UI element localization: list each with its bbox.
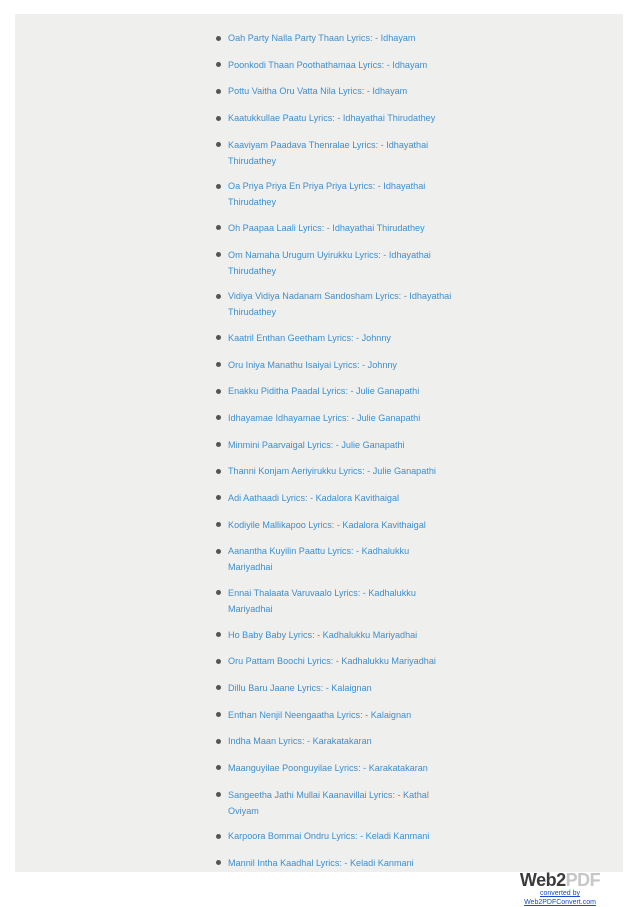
song-link[interactable]: Kaatril Enthan Geetham Lyrics: - Johnny: [228, 332, 391, 343]
song-link[interactable]: Maanguyilae Poonguyilae Lyrics: - Karakatakaran: [228, 762, 428, 773]
bullet-icon: [216, 495, 221, 500]
list-item: [216, 733, 456, 749]
bullet-icon: [216, 834, 221, 839]
list-item: [216, 288, 456, 320]
list-item: [216, 30, 456, 46]
list-item: [216, 137, 456, 169]
song-link[interactable]: Oru Pattam Boochi Lyrics: - Kadhalukku Mariyadhai: [228, 656, 436, 667]
web2pdf-logo: [506, 871, 614, 889]
bullet-icon: [216, 294, 221, 299]
list-item: [216, 357, 456, 373]
list-item: [216, 410, 456, 426]
song-link[interactable]: Poonkodi Thaan Poothathamaa Lyrics: - Idhayam: [228, 59, 428, 70]
logo-main-text: Web2: [519, 870, 566, 890]
song-link[interactable]: Enthan Nenjil Neengaatha Lyrics: - Kalaignan: [228, 709, 412, 720]
song-link[interactable]: Oah Party Nalla Party Thaan Lyrics: - Idhayam: [228, 33, 416, 43]
bullet-icon: [216, 252, 221, 257]
page-content: [15, 14, 623, 872]
bullet-icon: [216, 335, 221, 340]
song-link[interactable]: Karpoora Bommai Ondru Lyrics: - Keladi Kanmani: [228, 831, 430, 842]
bullet-icon: [216, 184, 221, 189]
bullet-icon: [216, 362, 221, 367]
list-item: [216, 83, 456, 99]
song-link[interactable]: Thanni Konjam Aeriyirukku Lyrics: - Julie Ganapathi: [228, 466, 436, 477]
bullet-icon: [216, 860, 221, 865]
song-link[interactable]: Vidiya Vidiya Nadanam Sandosham Lyrics: - Idhayathai Thirudathey: [228, 291, 452, 318]
bullet-icon: [216, 225, 221, 230]
bullet-icon: [216, 659, 221, 664]
bullet-icon: [216, 712, 221, 717]
song-link[interactable]: Ho Baby Baby Lyrics: - Kadhalukku Mariyadhai: [228, 629, 418, 640]
bullet-icon: [216, 116, 221, 121]
song-link[interactable]: Oru Iniya Manathu Isaiyai Lyrics: - Johnny: [228, 359, 397, 370]
list-item: [216, 517, 456, 533]
bullet-icon: [216, 685, 221, 690]
list-item: [216, 627, 456, 643]
list-item: [216, 707, 456, 723]
bullet-icon: [216, 739, 221, 744]
song-link[interactable]: Enakku Piditha Paadal Lyrics: - Julie Ganapathi: [228, 386, 420, 397]
bullet-icon: [216, 765, 221, 770]
bullet-icon: [216, 415, 221, 420]
song-link[interactable]: Indha Maan Lyrics: - Karakatakaran: [228, 736, 372, 747]
song-link[interactable]: Adi Aathaadi Lyrics: - Kadalora Kavithaigal: [228, 492, 400, 503]
bullet-icon: [216, 36, 221, 41]
bullet-icon: [216, 62, 221, 67]
song-link[interactable]: Om Namaha Urugum Uyirukku Lyrics: - Idhayathai Thirudathey: [228, 249, 431, 276]
list-item: [216, 787, 456, 819]
song-link[interactable]: Minmini Paarvaigal Lyrics: - Julie Ganapathi: [228, 439, 405, 450]
bullet-icon: [216, 632, 221, 637]
bullet-icon: [216, 522, 221, 527]
web2pdf-badge[interactable]: [506, 870, 614, 906]
song-link[interactable]: Kaaviyam Paadava Thenralae Lyrics: - Idhayathai Thirudathey: [228, 139, 429, 166]
song-link[interactable]: Aanantha Kuyilin Paattu Lyrics: - Kadhalukku Mariyadhai: [228, 546, 410, 573]
song-link[interactable]: Oh Paapaa Laali Lyrics: - Idhayathai Thirudathey: [228, 222, 425, 233]
song-link[interactable]: Sangeetha Jathi Mullai Kaanavillai Lyrics: - Kathal Oviyam: [228, 789, 429, 816]
bullet-icon: [216, 549, 221, 554]
list-item: [216, 220, 456, 236]
list-item: [216, 57, 456, 73]
logo-accent-text: PDF: [565, 870, 601, 890]
list-item: [216, 247, 456, 279]
song-link[interactable]: Mannil Intha Kaadhal Lyrics: - Keladi Kanmani: [228, 857, 414, 868]
song-link[interactable]: Oa Priya Priya En Priya Priya Lyrics: - Idhayathai Thirudathey: [228, 181, 426, 208]
bullet-icon: [216, 469, 221, 474]
list-item: [216, 543, 456, 575]
list-item: [216, 437, 456, 453]
list-item: [216, 585, 456, 617]
song-link[interactable]: Dillu Baru Jaane Lyrics: - Kalaignan: [228, 682, 372, 693]
list-item: [216, 330, 456, 346]
list-item: [216, 383, 456, 399]
list-item: [216, 855, 456, 871]
list-item: [216, 653, 456, 669]
list-item: [216, 760, 456, 776]
bullet-icon: [216, 792, 221, 797]
song-link[interactable]: Idhayamae Idhayamae Lyrics: - Julie Ganapathi: [228, 412, 421, 423]
list-item: [216, 178, 456, 210]
song-link[interactable]: Pottu Vaitha Oru Vatta Nila Lyrics: - Idhayam: [228, 86, 408, 97]
bullet-icon: [216, 142, 221, 147]
list-item: [216, 490, 456, 506]
song-link[interactable]: Kodiyile Mallikapoo Lyrics: - Kadalora Kavithaigal: [228, 519, 426, 530]
song-link[interactable]: Kaatukkullae Paatu Lyrics: - Idhayathai Thirudathey: [228, 113, 436, 124]
song-link-list: [216, 30, 456, 882]
list-item: [216, 110, 456, 126]
bullet-icon: [216, 389, 221, 394]
converted-by-link[interactable]: converted by Web2PDFConvert.com: [524, 890, 596, 906]
list-item: [216, 828, 456, 844]
bullet-icon: [216, 89, 221, 94]
bullet-icon: [216, 590, 221, 595]
document-page: [15, 14, 623, 872]
song-link[interactable]: Ennai Thalaata Varuvaalo Lyrics: - Kadhalukku Mariyadhai: [228, 587, 416, 614]
bullet-icon: [216, 442, 221, 447]
list-item: [216, 463, 456, 479]
list-item: [216, 680, 456, 696]
